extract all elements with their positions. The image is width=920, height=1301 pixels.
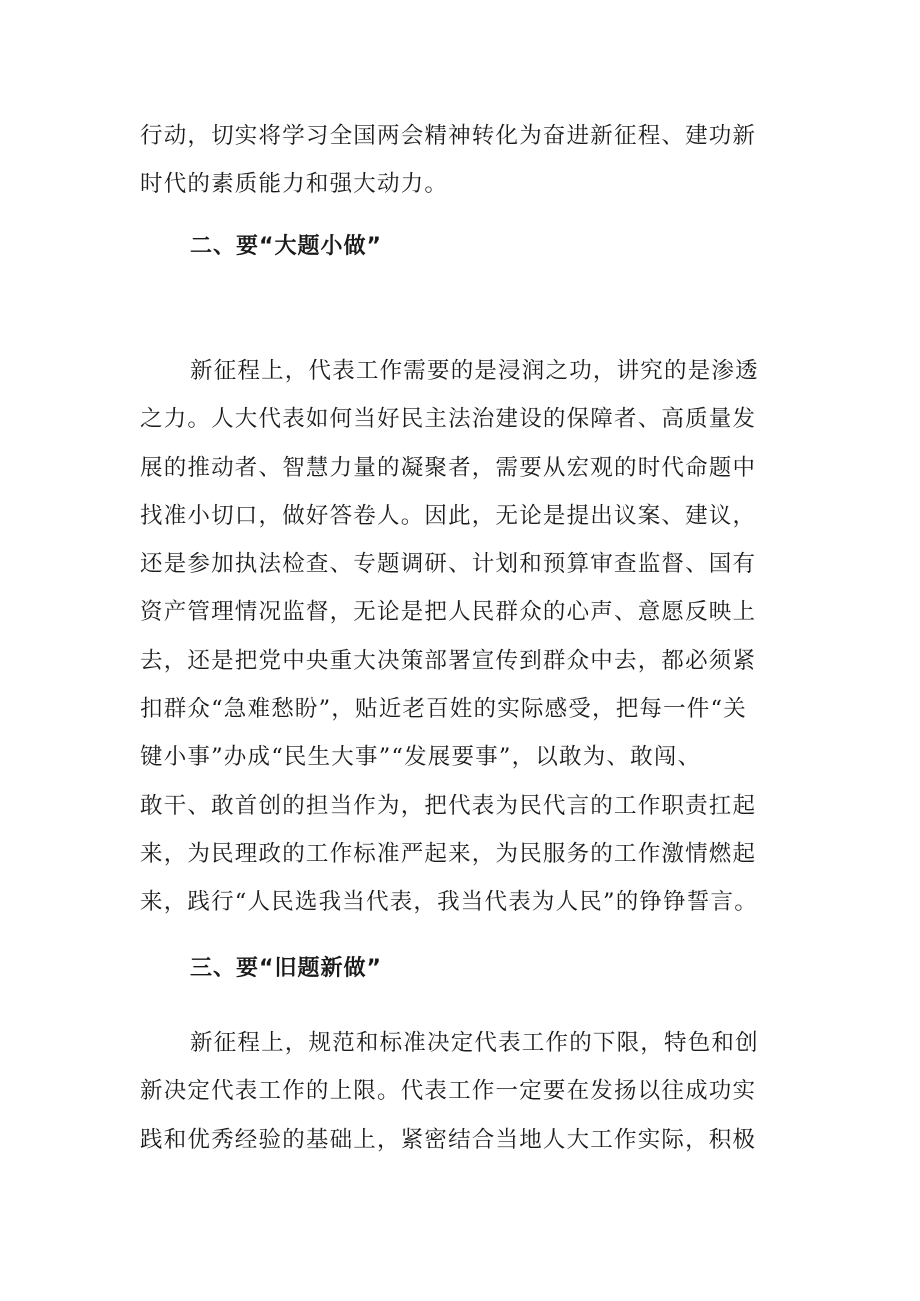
paragraph-section-2 bbox=[140, 347, 790, 927]
paragraph-continuation bbox=[140, 112, 790, 209]
paragraph-line: 扣群众“急难愁盼”，贴近老百姓的实际感受，把每一件“关 bbox=[140, 696, 747, 723]
paragraph-line: 还是参加执法检查、专题调研、计划和预算审查监督、国有 bbox=[140, 551, 757, 578]
paragraph-line: 时代的素质能力和强大动力。 bbox=[140, 171, 449, 198]
paragraph-line: 新征程上，规范和标准决定代表工作的下限，特色和创 bbox=[190, 1030, 759, 1056]
section-heading-3: 三、要“旧题新做” bbox=[190, 956, 382, 981]
paragraph-line: 行动，切实将学习全国两会精神转化为奋进新征程、建功新 bbox=[140, 123, 757, 149]
paragraph-line: 资产管理情况监督，无论是把人民群众的心声、意愿反映上 bbox=[140, 599, 757, 626]
paragraph-line: 新决定代表工作的上限。代表工作一定要在发扬以往成功实 bbox=[140, 1078, 757, 1105]
paragraph-line: 来，践行“人民选我当代表，我当代表为人民”的铮铮誓言。 bbox=[140, 889, 758, 916]
paragraph-line: 找准小切口，做好答卷人。因此，无论是提出议案、建议， bbox=[140, 502, 757, 529]
paragraph-line: 新征程上，代表工作需要的是浸润之功，讲究的是渗透 bbox=[190, 358, 759, 384]
paragraph-line: 敢干、敢首创的担当作为，把代表为民代言的工作职责扛起 bbox=[140, 792, 757, 819]
paragraph-line: 展的推动者、智慧力量的凝聚者，需要从宏观的时代命题中 bbox=[140, 454, 757, 481]
section-heading-2: 二、要“大题小做” bbox=[190, 234, 382, 259]
paragraph-line: 来，为民理政的工作标准严起来，为民服务的工作激情燃起 bbox=[140, 840, 757, 867]
paragraph-line: 去，还是把党中央重大决策部署宣传到群众中去，都必须紧 bbox=[140, 647, 757, 674]
paragraph-section-3 bbox=[140, 1019, 790, 1164]
paragraph-line: 键小事”办成“民生大事”“发展要事”，以敢为、敢闯、 bbox=[140, 744, 702, 771]
paragraph-line: 践和优秀经验的基础上，紧密结合当地人大工作实际，积极 bbox=[140, 1126, 757, 1153]
paragraph-line: 之力。人大代表如何当好民主法治建设的保障者、高质量发 bbox=[140, 406, 757, 433]
